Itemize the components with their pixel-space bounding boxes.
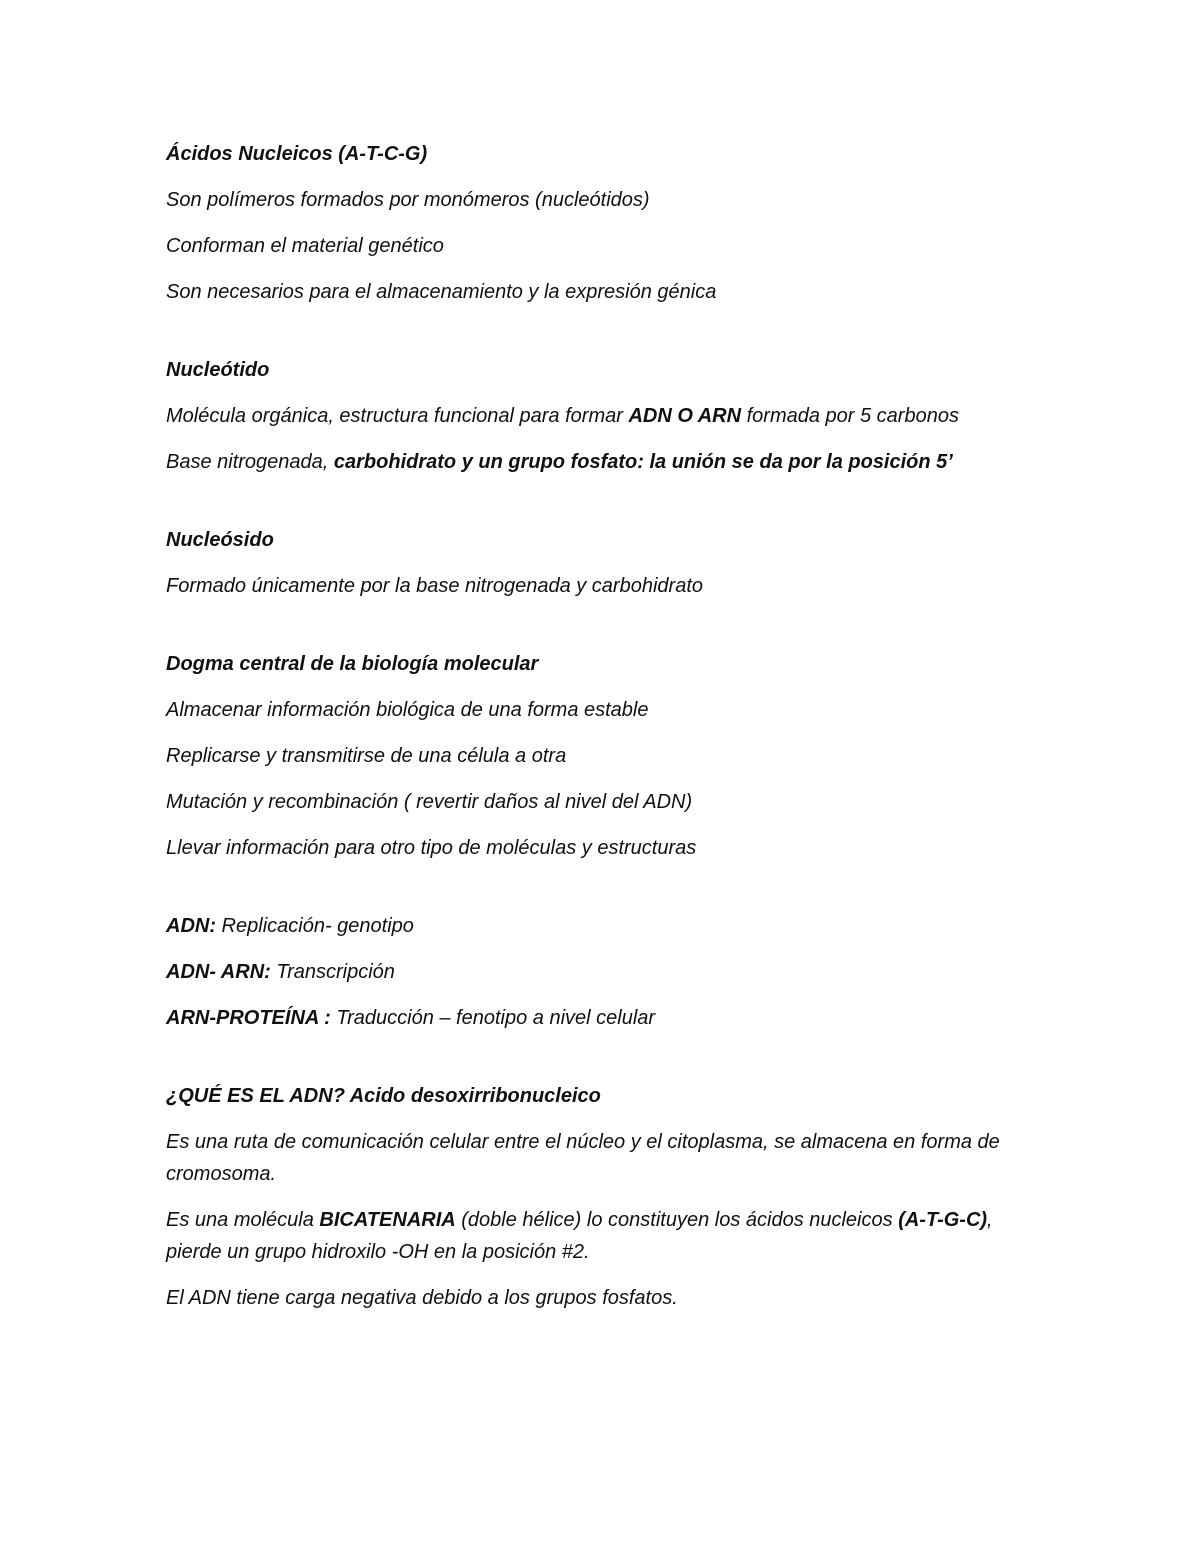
text-run: Molécula orgánica, estructura funcional para formar [166,405,629,427]
paragraph: El ADN tiene carga negativa debido a los grupos fosfatos. [166,1287,678,1309]
heading-nucleotido: Nucleótido [166,359,270,381]
text-line: Mutación y recombinación ( revertir daños al nivel del ADN) [166,791,693,813]
text-line: Almacenar información biológica de una forma estable [166,699,649,721]
process-item [166,910,1046,942]
text-line: Formado únicamente por la base nitrogenada y carbohidrato [166,575,703,597]
text-run: (doble hélice) lo constituyen los ácidos nucleicos [455,1209,899,1231]
process-label: ADN: [166,915,216,937]
paragraph [166,1204,1046,1268]
paragraph: Es una ruta de comunicación celular entre el núcleo y el citoplasma, se almacena en forma de cromosoma. [166,1131,1000,1185]
text-line: Son polímeros formados por monómeros (nucleótidos) [166,189,650,211]
heading-acidos-nucleicos: Ácidos Nucleicos (A-T-C-G) [166,143,428,165]
bold-run: BICATENARIA [319,1209,456,1231]
text-run: , pierde un grupo hidroxilo -OH en la posición #2. [166,1209,993,1263]
text-line: Replicarse y transmitirse de una célula a otra [166,745,567,767]
text-run: Base nitrogenada, [166,451,334,473]
document-body [166,138,1046,1328]
process-label: ADN- ARN: [166,961,271,983]
text-line [166,400,1046,432]
text-line: Son necesarios para el almacenamiento y la expresión génica [166,281,717,303]
heading-nucleosido: Nucleósido [166,529,274,551]
process-item [166,1002,1046,1034]
text-run: Es una molécula [166,1209,320,1231]
process-text: Replicación- genotipo [216,915,414,937]
process-text: Traducción – fenotipo a nivel celular [330,1007,656,1029]
bold-run: (A-T-G-C) [898,1209,988,1231]
process-label: ARN-PROTEÍNA : [166,1007,331,1029]
text-line: Conforman el material genético [166,235,444,257]
bold-run: ADN O ARN [628,405,742,427]
text-line: Llevar información para otro tipo de moléculas y estructuras [166,837,697,859]
heading-dogma-central: Dogma central de la biología molecular [166,653,539,675]
process-item [166,956,1046,988]
text-run: formada por 5 carbonos [741,405,959,427]
heading-que-es-adn: ¿QUÉ ES EL ADN? Acido desoxirribonucleico [166,1085,601,1107]
text-line [166,446,1046,478]
process-text: Transcripción [270,961,395,983]
bold-run: carbohidrato y un grupo fosfato: la unión se da por la posición 5’ [333,451,953,473]
